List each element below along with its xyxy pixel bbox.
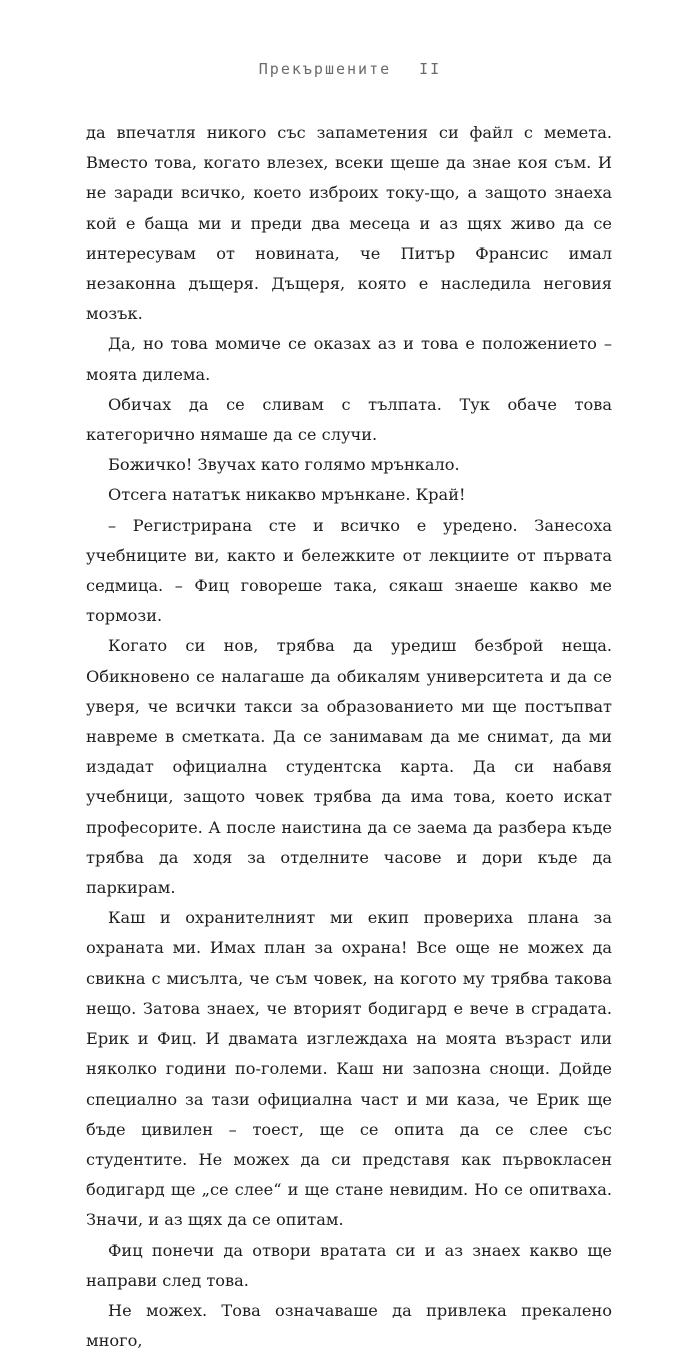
page-number: II	[419, 60, 442, 78]
paragraph: – Регистрирана сте и всичко е уредено. Занесоха учебниците ви, както и бележките от лекциите от първата седмица. – Фиц говореше така, сякаш знаеше какво ме тормози.	[86, 515, 612, 626]
running-header	[0, 60, 700, 78]
paragraph: да впечатля никого със запаметения си файл с мемета. Вместо това, когато влезех, всеки щеше да знае коя съм. И не заради всичко, което изброих току-що, а защото знаеха кой е баща ми и преди два месеца и аз щях живо да се интересувам от новината, че Питър Франсис имал незаконна дъщеря. Дъщеря, която е наследила неговия мозък.	[86, 123, 612, 324]
book-title: Прекършените	[258, 60, 392, 78]
paragraph: Не можех. Това означаваше да привлека прекалено много,	[86, 1300, 612, 1351]
page-body	[86, 118, 612, 1356]
paragraph: Божичко! Звучах като голямо мрънкало.	[108, 455, 460, 475]
paragraph: Каш и охранителният ми екип провериха плана за охраната ми. Имах план за охрана! Все още не можех да свикна с мисълта, че съм човек, на когото му трябва такова нещо. Затова знаех, че вторият бодигард е вече в сградата. Ерик и Фиц. И двамата изглеждаха на моята възраст или няколко години по-големи. Каш ни запозна снощи. Дойде специално за тази официална част и ми каза, че Ерик ще бъде цивилен – тоест, ще се опита да се слее със студентите. Не можех да си представя как първокласен бодигард ще „се слее“ и ще стане невидим. Но се опитваха. Значи, и аз щях да се опитам.	[86, 908, 612, 1230]
paragraph: Да, но това момиче се оказах аз и това е положението – моята дилема.	[86, 334, 612, 384]
paragraph: Обичах да се сливам с тълпата. Тук обаче това категорично нямаше да се случи.	[86, 394, 612, 445]
paragraph: Отсега нататък никакво мрънкане. Край!	[108, 485, 466, 505]
paragraph: Когато си нов, трябва да уредиш безброй неща. Обикновено се налагаше да обикалям университета и да се уверя, че всички такси за образованието ми ще постъпват навреме в сметката. Да се занимавам да ме снимат, да ми издадат официална студентска карта. Да си набавя учебници, защото човек трябва да има това, което искат професорите. А после наистина да се заема да разбера къде трябва да ходя за отделните часове и дори къде да паркирам.	[86, 636, 612, 898]
paragraph: Фиц понечи да отвори вратата си и аз знаех какво ще направи след това.	[86, 1240, 612, 1290]
